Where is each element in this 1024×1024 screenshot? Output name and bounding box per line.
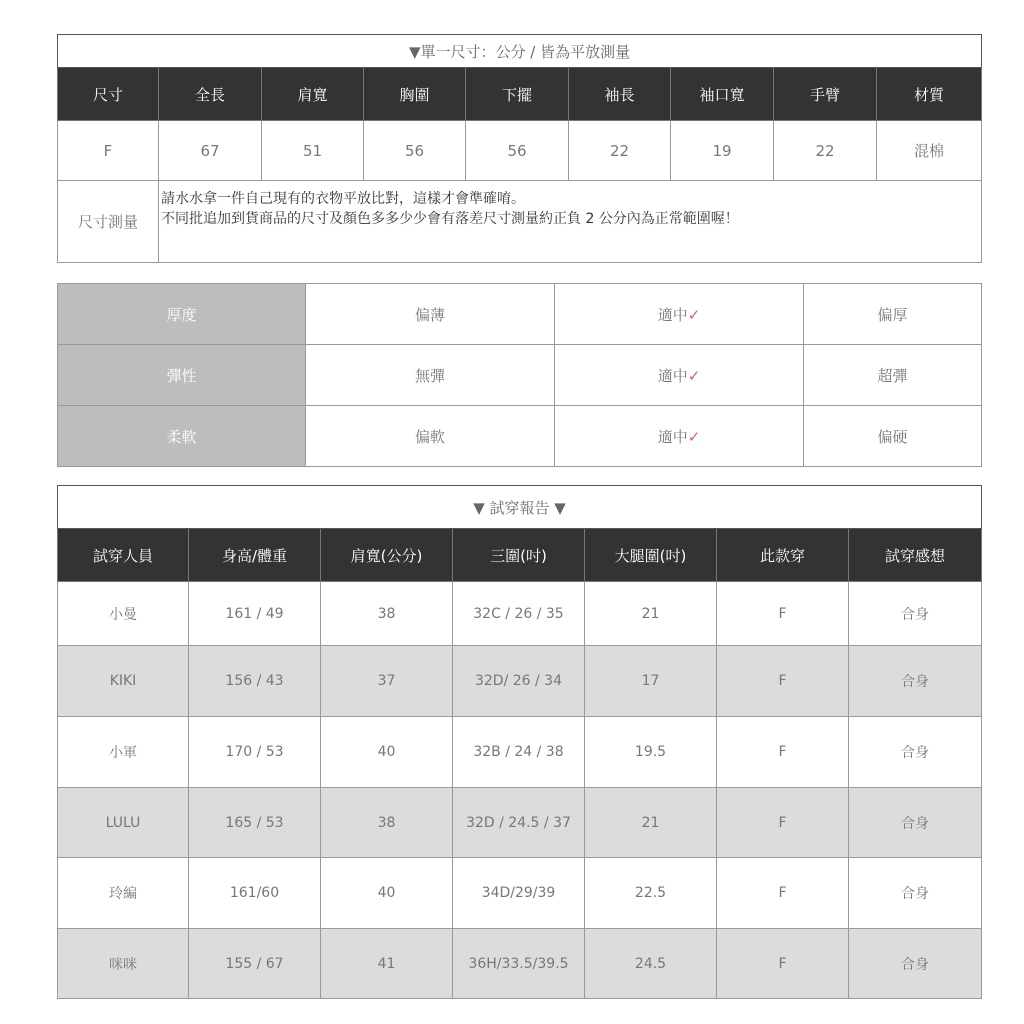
size-value-cell: F [58, 121, 159, 181]
feel-option: 偏厚 [804, 284, 982, 345]
tryon-cell: 165 / 53 [189, 788, 321, 858]
tryon-cell: LULU [58, 788, 189, 858]
tryon-cell: 19.5 [585, 717, 717, 788]
feel-option: 偏軟 [306, 406, 555, 467]
tryon-cell: 咪咪 [58, 929, 189, 999]
tryon-cell: 合身 [849, 646, 982, 717]
tryon-cell: 38 [321, 788, 453, 858]
size-value-cell: 56 [364, 121, 466, 181]
tryon-cell: 32D/ 26 / 34 [453, 646, 585, 717]
tryon-cell: 161/60 [189, 858, 321, 929]
tryon-cell: 41 [321, 929, 453, 999]
checkmark-icon: ✓ [687, 427, 701, 446]
tryon-cell: 22.5 [585, 858, 717, 929]
size-table [57, 34, 982, 263]
tryon-cell: 40 [321, 858, 453, 929]
feel-option-selected [555, 345, 804, 406]
measurement-note-line: 不同批追加到貨商品的尺寸及顏色多多少少會有落差尺寸測量約正負 2 公分內為正常範圍喔！ [161, 211, 739, 227]
tryon-cell: F [717, 788, 849, 858]
table-row [58, 582, 982, 646]
feel-option: 偏薄 [306, 284, 555, 345]
size-value-cell: 19 [671, 121, 774, 181]
size-header-cell: 胸圍 [364, 68, 466, 121]
size-header-cell: 材質 [877, 68, 982, 121]
tryon-report-table [57, 485, 982, 999]
tryon-cell: 155 / 67 [189, 929, 321, 999]
tryon-cell: 32D / 24.5 / 37 [453, 788, 585, 858]
size-value-cell: 22 [774, 121, 877, 181]
feel-option-text: 適中 [657, 305, 688, 324]
tryon-cell: 36H/33.5/39.5 [453, 929, 585, 999]
size-header-cell: 手臂 [774, 68, 877, 121]
tryon-header-cell: 試穿人員 [58, 529, 189, 582]
table-row [58, 717, 982, 788]
size-header-cell: 袖長 [569, 68, 671, 121]
tryon-cell: 161 / 49 [189, 582, 321, 646]
tryon-header-cell: 大腿圍(吋) [585, 529, 717, 582]
tryon-cell: 38 [321, 582, 453, 646]
tryon-cell: 21 [585, 582, 717, 646]
tryon-cell: 156 / 43 [189, 646, 321, 717]
table-row [58, 929, 982, 999]
table-row [58, 788, 982, 858]
size-table-caption: ▼單一尺寸：公分 / 皆為平放測量 [58, 35, 982, 68]
tryon-cell: 34D/29/39 [453, 858, 585, 929]
size-value-cell: 混棉 [877, 121, 982, 181]
tryon-header-cell: 此款穿 [717, 529, 849, 582]
size-header-cell: 下擺 [466, 68, 569, 121]
tryon-cell: 合身 [849, 788, 982, 858]
size-header-cell: 尺寸 [58, 68, 159, 121]
checkmark-icon: ✓ [687, 305, 701, 324]
feel-label: 彈性 [58, 345, 306, 406]
tryon-cell: 32B / 24 / 38 [453, 717, 585, 788]
tryon-cell: F [717, 646, 849, 717]
size-value-cell: 67 [159, 121, 262, 181]
feel-label: 柔軟 [58, 406, 306, 467]
tryon-cell: 24.5 [585, 929, 717, 999]
size-header-cell: 肩寬 [262, 68, 364, 121]
tryon-cell: 合身 [849, 929, 982, 999]
tryon-header-cell: 三圍(吋) [453, 529, 585, 582]
tryon-cell: F [717, 929, 849, 999]
tryon-cell: 合身 [849, 717, 982, 788]
tryon-cell: 合身 [849, 582, 982, 646]
size-header-cell: 全長 [159, 68, 262, 121]
feel-option-text: 適中 [657, 427, 688, 446]
table-row [58, 646, 982, 717]
feel-label: 厚度 [58, 284, 306, 345]
tryon-cell: 合身 [849, 858, 982, 929]
checkmark-icon: ✓ [687, 366, 701, 385]
tryon-cell: F [717, 717, 849, 788]
fabric-feel-table [57, 283, 982, 467]
size-value-cell: 51 [262, 121, 364, 181]
tryon-header-cell: 身高/體重 [189, 529, 321, 582]
tryon-cell: 21 [585, 788, 717, 858]
feel-option-selected [555, 284, 804, 345]
table-row [58, 858, 982, 929]
tryon-cell: 32C / 26 / 35 [453, 582, 585, 646]
size-value-cell: 56 [466, 121, 569, 181]
measurement-note-label: 尺寸測量 [58, 181, 159, 263]
tryon-header-cell: 試穿感想 [849, 529, 982, 582]
tryon-cell: 40 [321, 717, 453, 788]
tryon-cell: F [717, 582, 849, 646]
tryon-cell: F [717, 858, 849, 929]
size-header-cell: 袖口寬 [671, 68, 774, 121]
feel-row-elasticity [58, 345, 982, 406]
tryon-header-cell: 肩寬(公分) [321, 529, 453, 582]
tryon-cell: KIKI [58, 646, 189, 717]
feel-option-selected [555, 406, 804, 467]
tryon-cell: 37 [321, 646, 453, 717]
measurement-note-line: 請水水拿一件自己現有的衣物平放比對，這樣才會準確唷。 [161, 191, 525, 207]
feel-option: 無彈 [306, 345, 555, 406]
size-row [58, 121, 982, 181]
tryon-cell: 170 / 53 [189, 717, 321, 788]
tryon-cell: 小曼 [58, 582, 189, 646]
tryon-report-caption: ▼ 試穿報告 ▼ [58, 486, 982, 529]
tryon-cell: 17 [585, 646, 717, 717]
feel-row-softness [58, 406, 982, 467]
size-value-cell: 22 [569, 121, 671, 181]
feel-option: 偏硬 [804, 406, 982, 467]
tryon-cell: 玲編 [58, 858, 189, 929]
feel-option: 超彈 [804, 345, 982, 406]
feel-row-thickness [58, 284, 982, 345]
measurement-note [159, 181, 982, 263]
feel-option-text: 適中 [657, 366, 688, 385]
tryon-cell: 小軍 [58, 717, 189, 788]
